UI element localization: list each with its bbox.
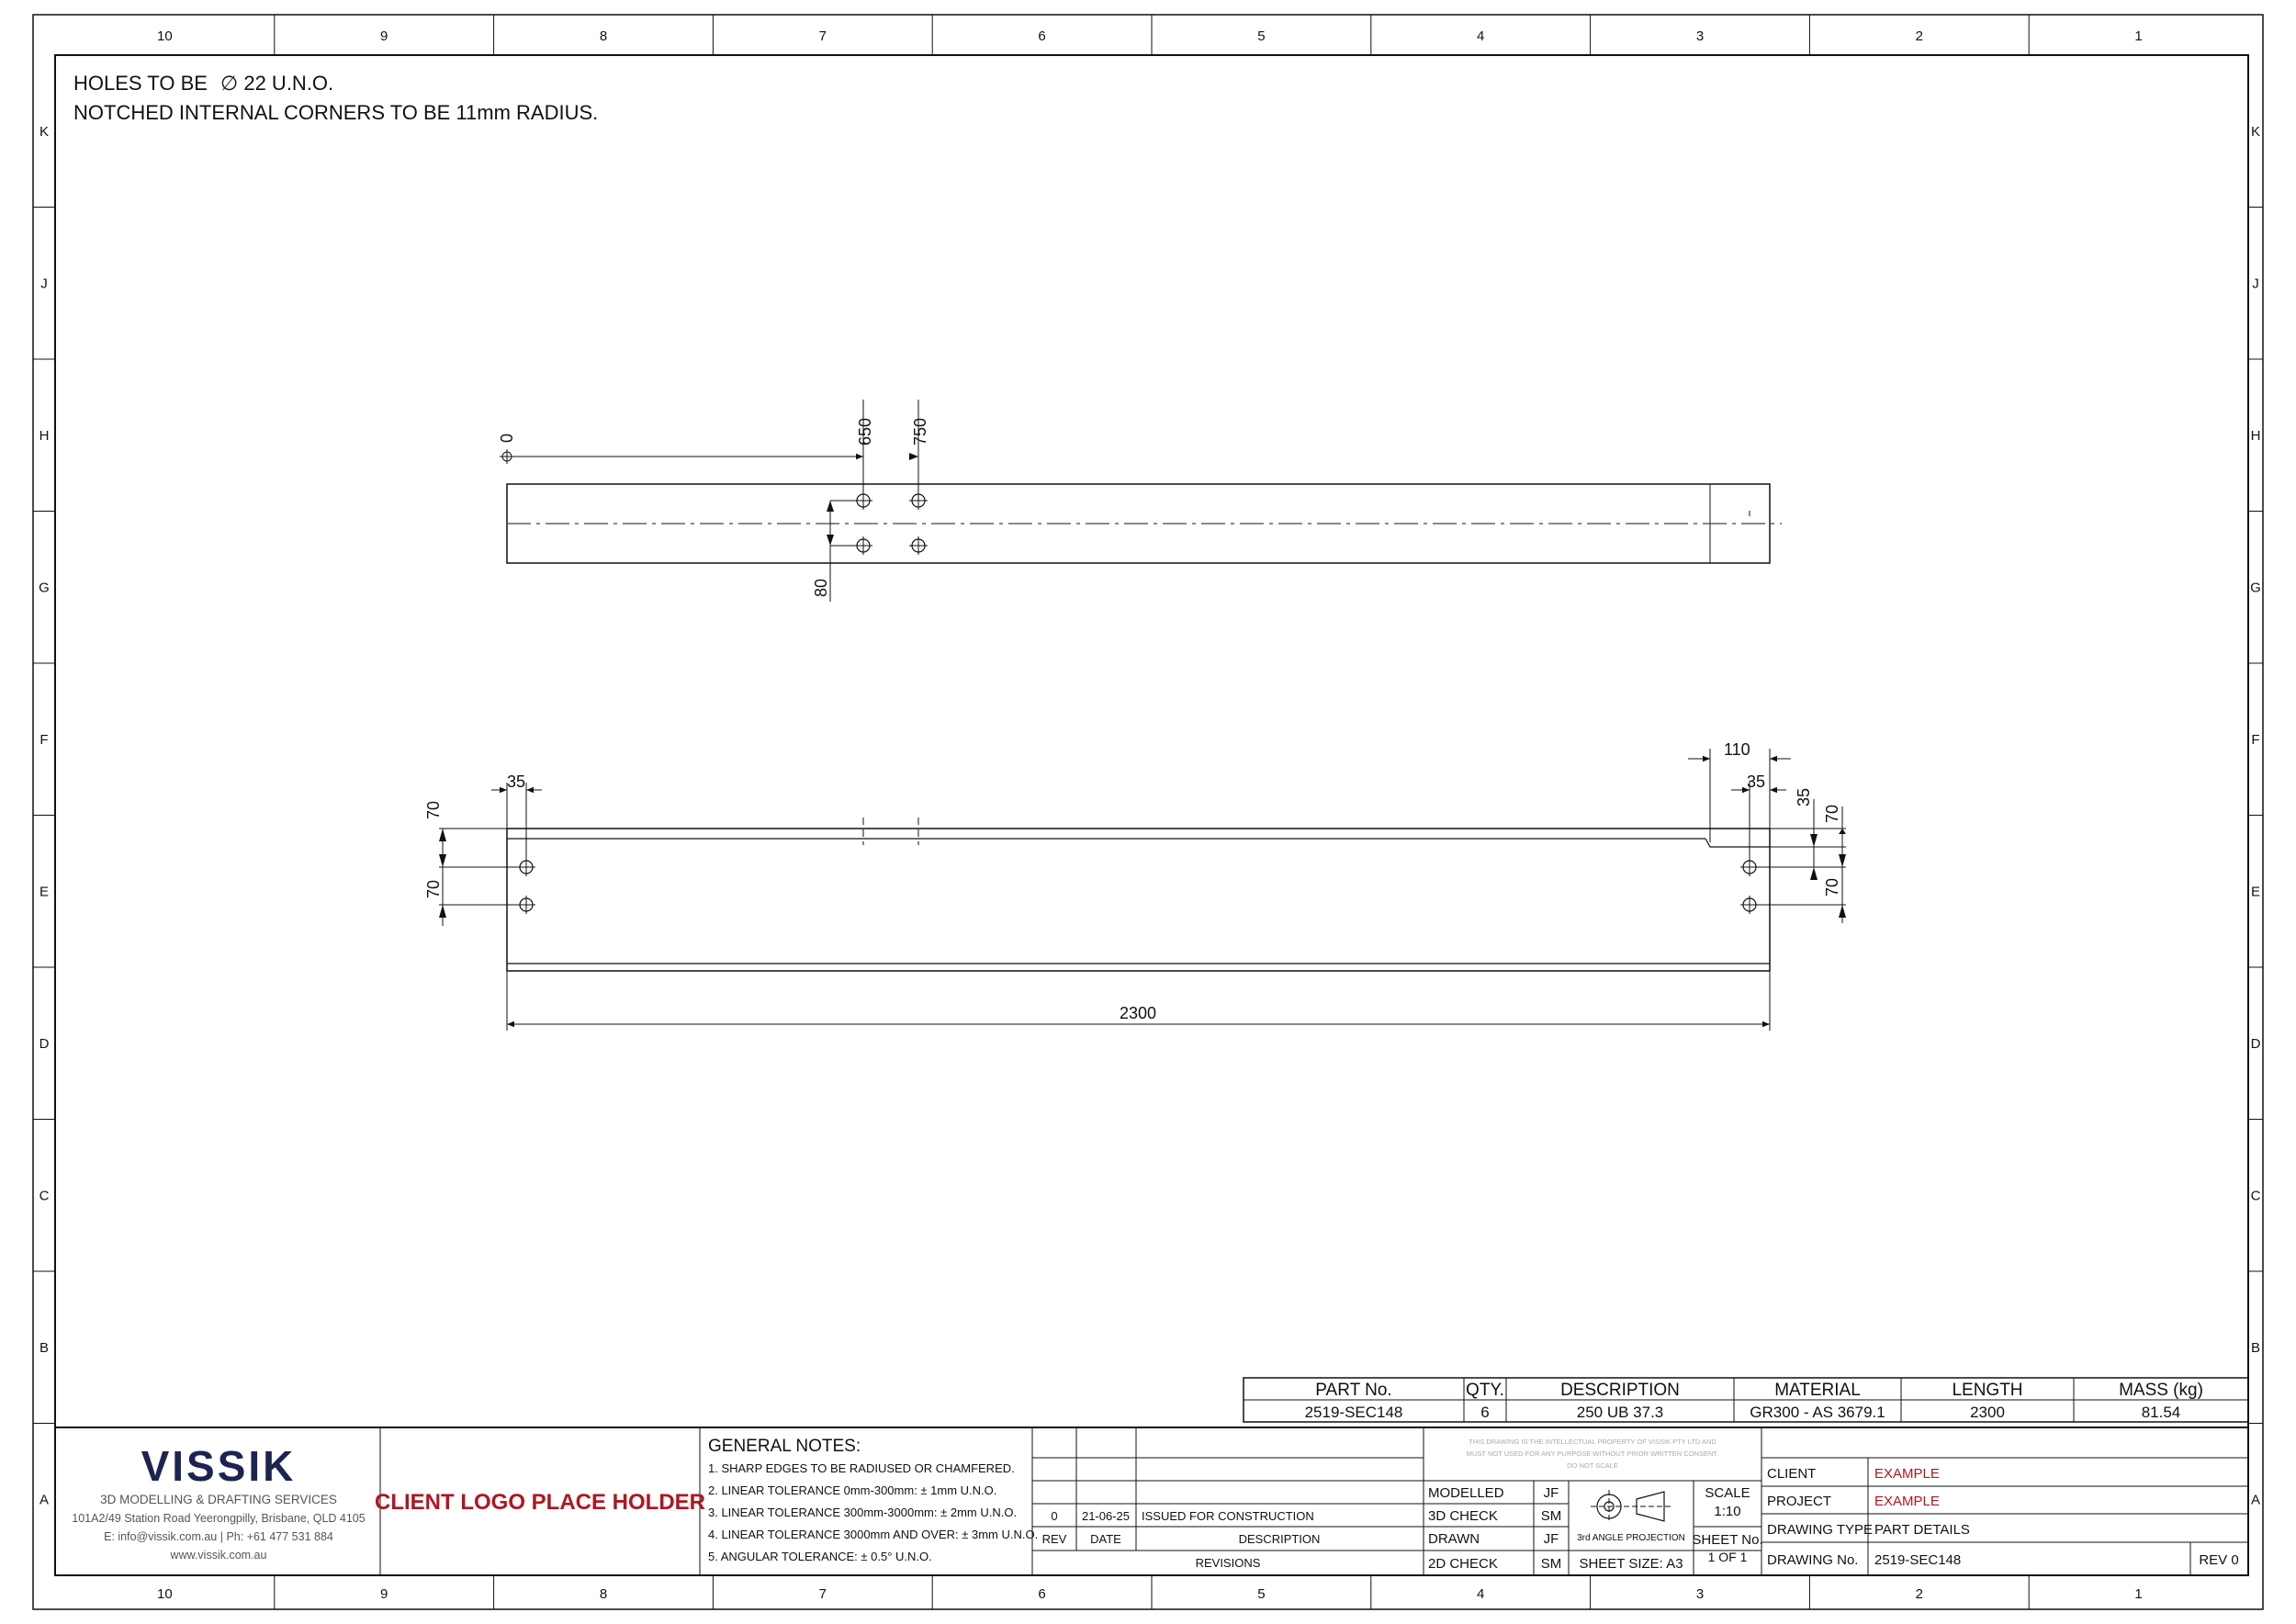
grid-column-label: 2: [1915, 28, 1923, 44]
revision-description: ISSUED FOR CONSTRUCTION: [1142, 1509, 1314, 1523]
drawing-number-value: 2519-SEC148: [1874, 1552, 1962, 1568]
ip-notice-line1: THIS DRAWING IS THE INTELLECTUAL PROPERTY OF VISSIK PTY LTD AND: [1469, 1438, 1716, 1446]
company-logo: VISSIK: [141, 1442, 297, 1490]
side-view-hole: [517, 858, 535, 876]
parts-header-part: PART No.: [1315, 1381, 1392, 1400]
grid-row-label: K: [39, 123, 50, 140]
parts-cell-part: 2519-SEC148: [1304, 1404, 1403, 1421]
title-block: [55, 1427, 2248, 1575]
grid-row-label: A: [2250, 1492, 2261, 1508]
grid-row-label: F: [2251, 731, 2260, 748]
grid-column-label: 7: [818, 1586, 827, 1602]
revision-header-description: DESCRIPTION: [1238, 1532, 1321, 1546]
dim-left-70b: 70: [424, 879, 443, 898]
dim-80: 80: [812, 578, 830, 597]
sheet-number-value: 1 OF 1: [1707, 1550, 1748, 1564]
parts-header-description: DESCRIPTION: [1560, 1381, 1680, 1400]
grid-column-label: 4: [1477, 1586, 1485, 1602]
scale-value: 1:10: [1714, 1504, 1741, 1519]
company-contact: E: info@vissik.com.au | Ph: +61 477 531 884: [104, 1530, 333, 1543]
revision-number: 0: [1051, 1509, 1058, 1523]
parts-cell-description: 250 UB 37.3: [1576, 1404, 1664, 1421]
grid-row-label: H: [39, 427, 50, 444]
diameter-symbol: ∅: [220, 72, 239, 95]
side-view-outline: [507, 829, 1770, 971]
drawn-label: DRAWN: [1428, 1531, 1480, 1547]
grid-column-label: 10: [157, 28, 173, 44]
grid-row-label: G: [39, 580, 50, 596]
note-notched-corners-text: NOTCHED INTERNAL CORNERS TO BE 11mm RADIUS.: [73, 101, 599, 124]
sheet-number-label: SHEET No.: [1692, 1532, 1763, 1548]
scale-label: SCALE: [1705, 1485, 1750, 1501]
general-note-item: 2. LINEAR TOLERANCE 0mm-300mm: ± 1mm U.N.O.: [708, 1483, 997, 1497]
company-tagline: 3D MODELLING & DRAFTING SERVICES: [100, 1493, 337, 1506]
modelled-label: MODELLED: [1428, 1485, 1504, 1501]
dim-right-70b: 70: [1823, 877, 1841, 897]
grid-column-label: 9: [380, 28, 388, 44]
grid-column-label: 6: [1038, 1586, 1046, 1602]
grid-column-label: 7: [818, 28, 827, 44]
check2d-label: 2D CHECK: [1428, 1556, 1498, 1572]
grid-column-label: 1: [2134, 1586, 2143, 1602]
parts-cell-mass: 81.54: [2141, 1404, 2181, 1421]
grid-row-label: C: [39, 1188, 50, 1204]
note-holes: [73, 72, 333, 96]
client-logo-placeholder: CLIENT LOGO PLACE HOLDER: [375, 1490, 705, 1515]
parts-header-qty: QTY.: [1466, 1381, 1504, 1400]
client-value: EXAMPLE: [1874, 1466, 1940, 1482]
modelled-by: JF: [1543, 1485, 1559, 1501]
revision-indicator: REV 0: [2199, 1552, 2239, 1568]
grid-column-label: 3: [1695, 1586, 1705, 1602]
grid-row-label: B: [39, 1339, 50, 1356]
drawing-type-label: DRAWING TYPE: [1767, 1522, 1874, 1538]
revision-header-date: DATE: [1090, 1532, 1121, 1546]
dim-left-70a: 70: [424, 800, 443, 819]
revisions-label: REVISIONS: [1195, 1556, 1261, 1570]
third-angle-projection-icon: [1591, 1490, 1671, 1523]
dim-length-2300: 2300: [1120, 1004, 1157, 1022]
drawing-type-value: PART DETAILS: [1874, 1522, 1970, 1538]
general-note-item: 5. ANGULAR TOLERANCE: ± 0.5° U.N.O.: [708, 1550, 932, 1563]
parts-cell-qty: 6: [1480, 1404, 1490, 1421]
revision-date: 21-06-25: [1081, 1509, 1131, 1523]
sheet-size: SHEET SIZE: A3: [1579, 1556, 1683, 1572]
side-view-hole: [1740, 896, 1759, 914]
client-label: CLIENT: [1767, 1466, 1817, 1482]
grid-row-label: B: [2250, 1339, 2261, 1356]
dim-right-110: 110: [1724, 740, 1750, 759]
grid-row-label: K: [2250, 123, 2261, 140]
outer-frame: [33, 15, 2263, 1609]
general-note-item: 4. LINEAR TOLERANCE 3000mm AND OVER: ± 3mm U.N.O.: [708, 1528, 1039, 1541]
grid-row-label: J: [40, 276, 48, 292]
grid-column-label: 5: [1257, 1586, 1266, 1602]
dim-750: 750: [911, 417, 929, 445]
grid-column-label: 8: [599, 1586, 608, 1602]
top-view-hole: [854, 536, 872, 555]
check3d-by: SM: [1540, 1508, 1562, 1524]
dim-right-35: 35: [1747, 773, 1766, 791]
ip-notice-line2: MUST NOT USED FOR ANY PURPOSE WITHOUT PRIOR WRITTEN CONSENT.: [1466, 1449, 1719, 1458]
project-value: EXAMPLE: [1874, 1494, 1940, 1509]
general-note-item: 3. LINEAR TOLERANCE 300mm-3000mm: ± 2mm U.N.O.: [708, 1506, 1018, 1519]
top-view: [498, 400, 1782, 602]
drawn-by: JF: [1543, 1531, 1559, 1547]
projection-label: 3rd ANGLE PROJECTION: [1577, 1533, 1685, 1543]
grid-column-label: 6: [1038, 28, 1046, 44]
top-view-hole: [854, 491, 872, 510]
parts-header-mass: MASS (kg): [2119, 1381, 2203, 1400]
grid-row-label: C: [2250, 1188, 2261, 1204]
grid-row-label: H: [2250, 427, 2261, 444]
side-view: [424, 740, 1846, 1031]
grid-column-label: 9: [380, 1586, 388, 1602]
top-view-hole: [909, 491, 928, 510]
grid-row-label: D: [39, 1035, 50, 1052]
grid-row-label: F: [39, 731, 49, 748]
grid-row-label: J: [2252, 276, 2259, 292]
drawing-number-label: DRAWING No.: [1767, 1552, 1859, 1568]
parts-cell-material: GR300 - AS 3679.1: [1750, 1404, 1885, 1421]
grid-row-label: E: [39, 884, 50, 900]
grid-column-label: 10: [157, 1586, 173, 1602]
grid-row-label: D: [2250, 1035, 2261, 1052]
parts-header-material: MATERIAL: [1774, 1381, 1861, 1400]
project-label: PROJECT: [1767, 1494, 1832, 1509]
top-view-hole: [909, 536, 928, 555]
company-web: www.vissik.com.au: [170, 1549, 267, 1562]
dim-right-35v: 35: [1795, 787, 1813, 806]
inner-frame: [55, 55, 2248, 1575]
parts-header-length: LENGTH: [1952, 1381, 2023, 1400]
revision-header-rev: REV: [1041, 1532, 1067, 1546]
dim-650: 650: [856, 417, 874, 445]
grid-row-label: G: [2250, 580, 2261, 596]
note-holes-prefix: HOLES TO BE: [73, 72, 208, 95]
parts-cell-length: 2300: [1970, 1404, 2005, 1421]
grid-column-label: 5: [1257, 28, 1266, 44]
grid-column-label: 8: [599, 28, 608, 44]
note-holes-suffix: 22 U.N.O.: [243, 72, 334, 95]
dim-left-35: 35: [507, 773, 526, 791]
check3d-label: 3D CHECK: [1428, 1508, 1498, 1524]
grid-column-label: 2: [1915, 1586, 1923, 1602]
grid-column-label: 4: [1477, 28, 1485, 44]
side-view-hole: [517, 896, 535, 914]
grid-row-label: A: [39, 1492, 50, 1508]
general-notes-title: GENERAL NOTES:: [708, 1437, 861, 1456]
grid-references: [33, 15, 2263, 1609]
check2d-by: SM: [1540, 1556, 1562, 1572]
dim-right-70a: 70: [1823, 804, 1841, 823]
parts-table: [1244, 1378, 2248, 1422]
note-notched-corners: [73, 101, 598, 125]
general-note-item: 1. SHARP EDGES TO BE RADIUSED OR CHAMFERED.: [708, 1461, 1015, 1475]
grid-column-label: 3: [1695, 28, 1705, 44]
grid-column-label: 1: [2134, 28, 2143, 44]
ip-notice-line3: DO NOT SCALE: [1567, 1461, 1618, 1470]
dim-0: 0: [498, 433, 516, 443]
grid-row-label: E: [2250, 884, 2261, 900]
side-view-hole: [1740, 858, 1759, 876]
company-address: 101A2/49 Station Road Yeerongpilly, Brisbane, QLD 4105: [72, 1512, 366, 1525]
